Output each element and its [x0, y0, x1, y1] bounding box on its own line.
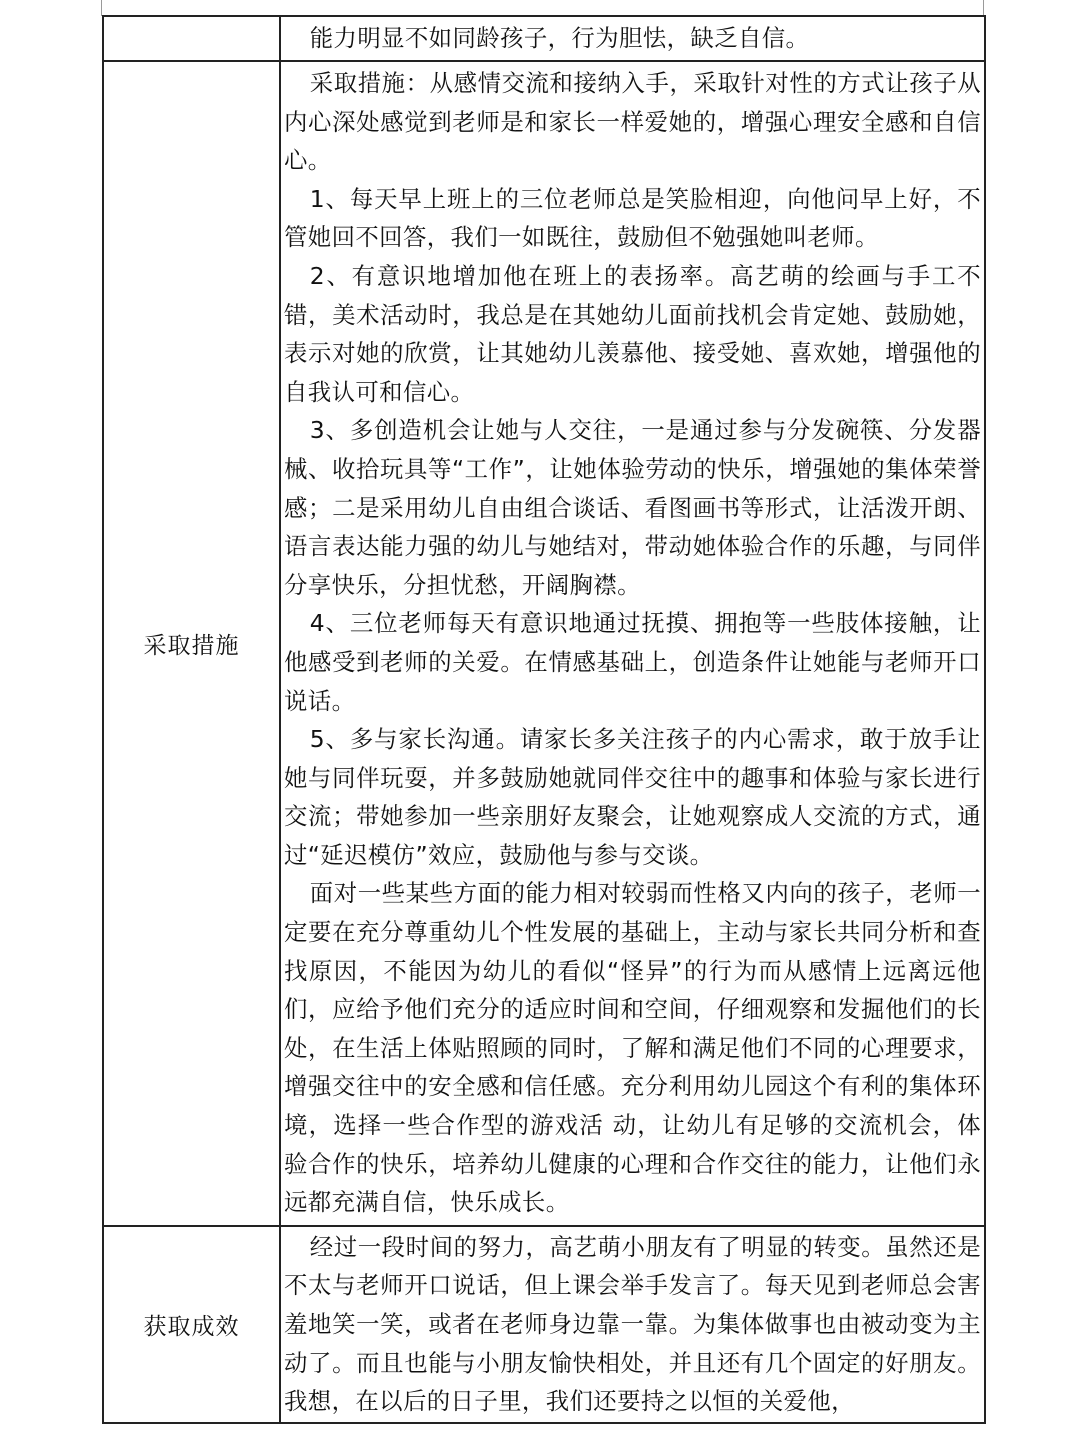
paragraph-measure-4: 4、三位老师每天有意识地通过抚摸、拥抱等一些肢体接触，让他感受到老师的关爱。在情感基础上，创造条件让她能与老师开口说话。 — [284, 609, 981, 715]
paragraph: 能力明显不如同龄孩子，行为胆怯，缺乏自信。 — [309, 24, 810, 52]
row-content-results — [280, 1226, 985, 1423]
paragraph-results: 经过一段时间的努力，高艺萌小朋友有了明显的转变。虽然还是不太与老师开口说话，但上课会举手发言了。每天见到老师总会害羞地笑一笑，或者在老师身边靠一靠。为集体做事也由被动变为主动了。而且也能与小朋友愉快相处，并且还有几个固定的好朋友。我想，在以后的日子里，我们还要持之以恒的关爱他， — [284, 1232, 981, 1416]
row-label-results: 获取成效 — [103, 1226, 280, 1423]
row-content-measures — [280, 61, 985, 1226]
case-record-table — [102, 15, 986, 1424]
table-row-measures — [103, 61, 985, 1226]
page-margin-mark-right — [983, 0, 984, 16]
page-margin-mark-left — [101, 0, 102, 16]
row-content — [280, 16, 985, 61]
row-label — [103, 16, 280, 61]
paragraph-measure-1: 1、每天早上班上的三位老师总是笑脸相迎，向他问早上好，不管她回不回答，我们一如既往，鼓励但不勉强她叫老师。 — [284, 184, 981, 252]
paragraph-measure-2: 2、有意识地增加他在班上的表扬率。高艺萌的绘画与手工不错，美术活动时，我总是在其她幼儿面前找机会肯定她、鼓励她，表示对她的欣赏，让其她幼儿羡慕他、接受她、喜欢她，增强他的自我认可和信心。 — [284, 261, 981, 406]
table-row-results — [103, 1226, 985, 1423]
table-row-continued — [103, 16, 985, 61]
paragraph-measure-3: 3、多创造机会让她与人交往，一是通过参与分发碗筷、分发器械、收拾玩具等“工作”，让她体验劳动的快乐，增强她的集体荣誉感；二是采用幼儿自由组合谈话、看图画书等形式，让活泼开朗、语言表达能力强的幼儿与她结对，带动她体验合作的乐趣，与同伴分享快乐，分担忧愁，开阔胸襟。 — [284, 416, 981, 599]
paragraph-intro: 采取措施：从感情交流和接纳入手，采取针对性的方式让孩子从内心深处感觉到老师是和家长一样爱她的，增强心理安全感和自信心。 — [284, 69, 981, 175]
paragraph-summary: 面对一些某些方面的能力相对较弱而性格又内向的孩子，老师一定要在充分尊重幼儿个性发展的基础上，主动与家长共同分析和查找原因，不能因为幼儿的看似“怪异”的行为而从感情上远离远他们，应给予他们充分的适应时间和空间，仔细观察和发掘他们的长处，在生活上体贴照顾的同时，了解和满足他们不同的心理要求，增强交往中的安全感和信任感。充分利用幼儿园这个有利的集体环境，选择一些合作型的游戏活 动，让幼儿有足够的交流机会，体验合作的快乐，培养幼儿健康的心理和合作交往的能力，让他们永远都充满自信，快乐成长。 — [284, 879, 981, 1217]
row-label-measures: 采取措施 — [103, 61, 280, 1226]
paragraph-measure-5: 5、多与家长沟通。请家长多关注孩子的内心需求，敢于放手让她与同伴玩耍，并多鼓励她就同伴交往中的趣事和体验与家长进行交流；带她参加一些亲朋好友聚会，让她观察成人交流的方式，通过“延迟模仿”效应，鼓励他与参与交谈。 — [284, 725, 981, 869]
